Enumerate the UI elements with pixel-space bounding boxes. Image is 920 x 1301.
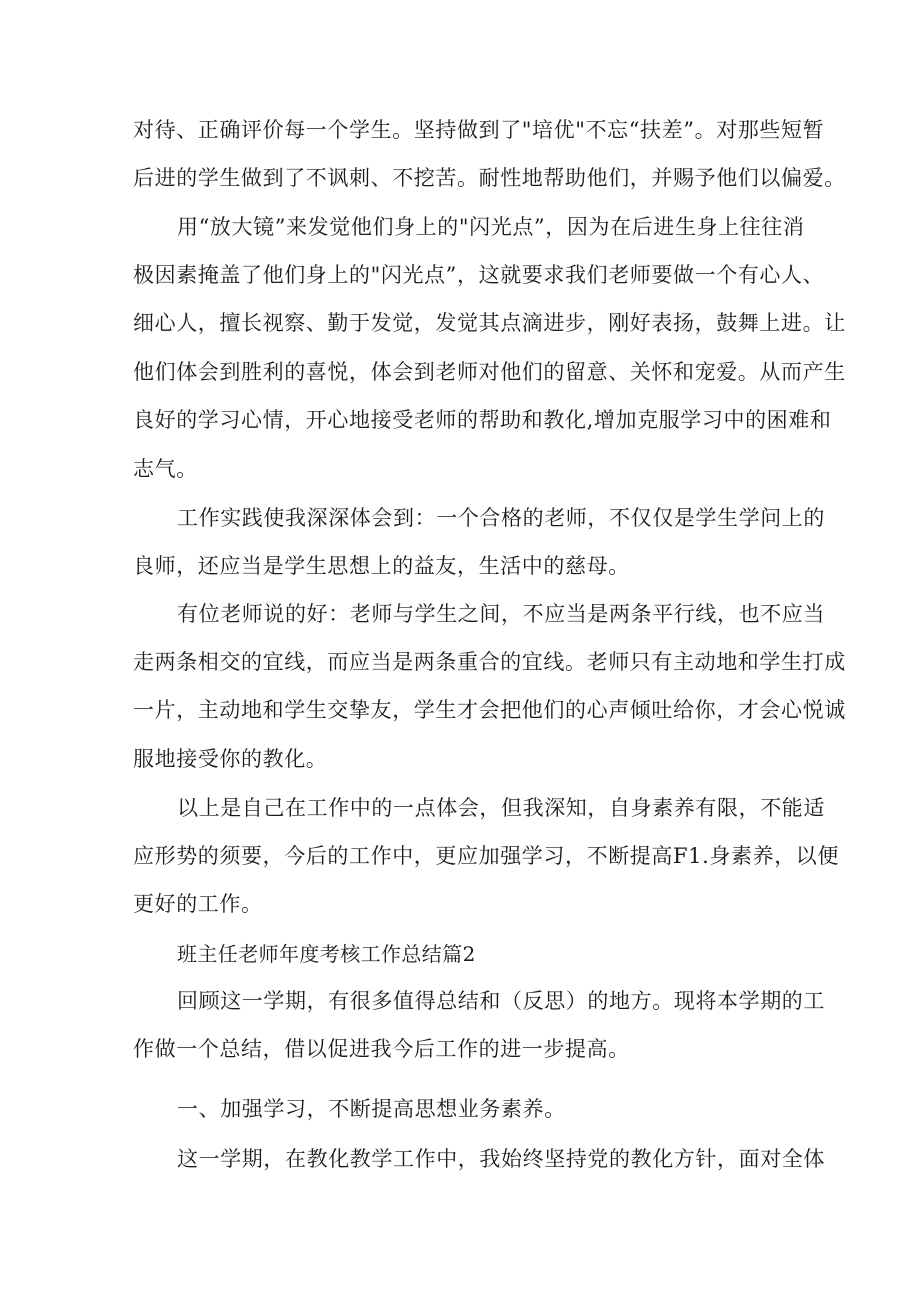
paragraph-6-line-1: 回顾这一学期，有很多值得总结和（反思）的地方。现将本学期的工 <box>177 989 825 1013</box>
paragraph-3-line-1: 工作实践使我深深体会到：一个合格的老师，不仅仅是学生学问上的 <box>177 506 825 530</box>
paragraph-2-line-5: 良好的学习心情，开心地接受老师的帮助和教化,增加克服学习中的困难和 <box>133 408 832 432</box>
paragraph-4-line-4: 服地接受你的教化。 <box>133 747 328 771</box>
paragraph-2-line-2: 极因素掩盖了他们身上的"闪光点”，这就要求我们老师要做一个有心人、 <box>133 263 825 287</box>
paragraph-2-line-1: 用“放大镜”来发觉他们身上的"闪光点”，因为在后进生身上往往消 <box>177 215 805 239</box>
paragraph-3-line-2: 良师，还应当是学生思想上的益友，生活中的慈母。 <box>133 554 630 578</box>
paragraph-5-line-2: 应形势的须要，今后的工作中，更应加强学习，不断提高F1.身素养，以便 <box>133 844 840 868</box>
paragraph-6-line-2: 作做一个总结，借以促进我今后工作的进一步提高。 <box>133 1037 630 1061</box>
subheading-one: 一、加强学习，不断提高思想业务素养。 <box>177 1097 566 1121</box>
paragraph-1-line-1: 对待、正确评价每一个学生。坚持做到了"培优"不忘“扶差”。对那些短暂 <box>133 118 825 142</box>
paragraph-5-line-1: 以上是自己在工作中的一点体会，但我深知，自身素养有限，不能适 <box>177 796 825 820</box>
section-heading: 班主任老师年度考核工作总结篇2 <box>177 942 476 966</box>
paragraph-4-line-3: 一片，主动地和学生交挚友，学生才会把他们的心声倾吐给你，才会心悦诚 <box>133 698 846 722</box>
paragraph-7-line-1: 这一学期，在教化教学工作中，我始终坚持党的教化方针，面对全体 <box>177 1147 825 1171</box>
paragraph-1-line-2: 后进的学生做到了不讽刺、不挖苦。耐性地帮助他们，并赐予他们以偏爱。 <box>133 166 846 190</box>
paragraph-2-line-3: 细心人，擅长视察、勤于发觉，发觉其点滴进步，刚好表扬，鼓舞上进。让 <box>133 311 846 335</box>
paragraph-2-line-4: 他们体会到胜利的喜悦，体会到老师对他们的留意、关怀和宠爱。从而产生 <box>133 360 846 384</box>
paragraph-5-line-3: 更好的工作。 <box>133 892 263 916</box>
paragraph-4-line-1: 有位老师说的好：老师与学生之间，不应当是两条平行线，也不应当 <box>177 602 825 626</box>
paragraph-2-line-6: 志气。 <box>133 457 198 481</box>
paragraph-4-line-2: 走两条相交的宜线，而应当是两条重合的宜线。老师只有主动地和学生打成 <box>133 650 846 674</box>
